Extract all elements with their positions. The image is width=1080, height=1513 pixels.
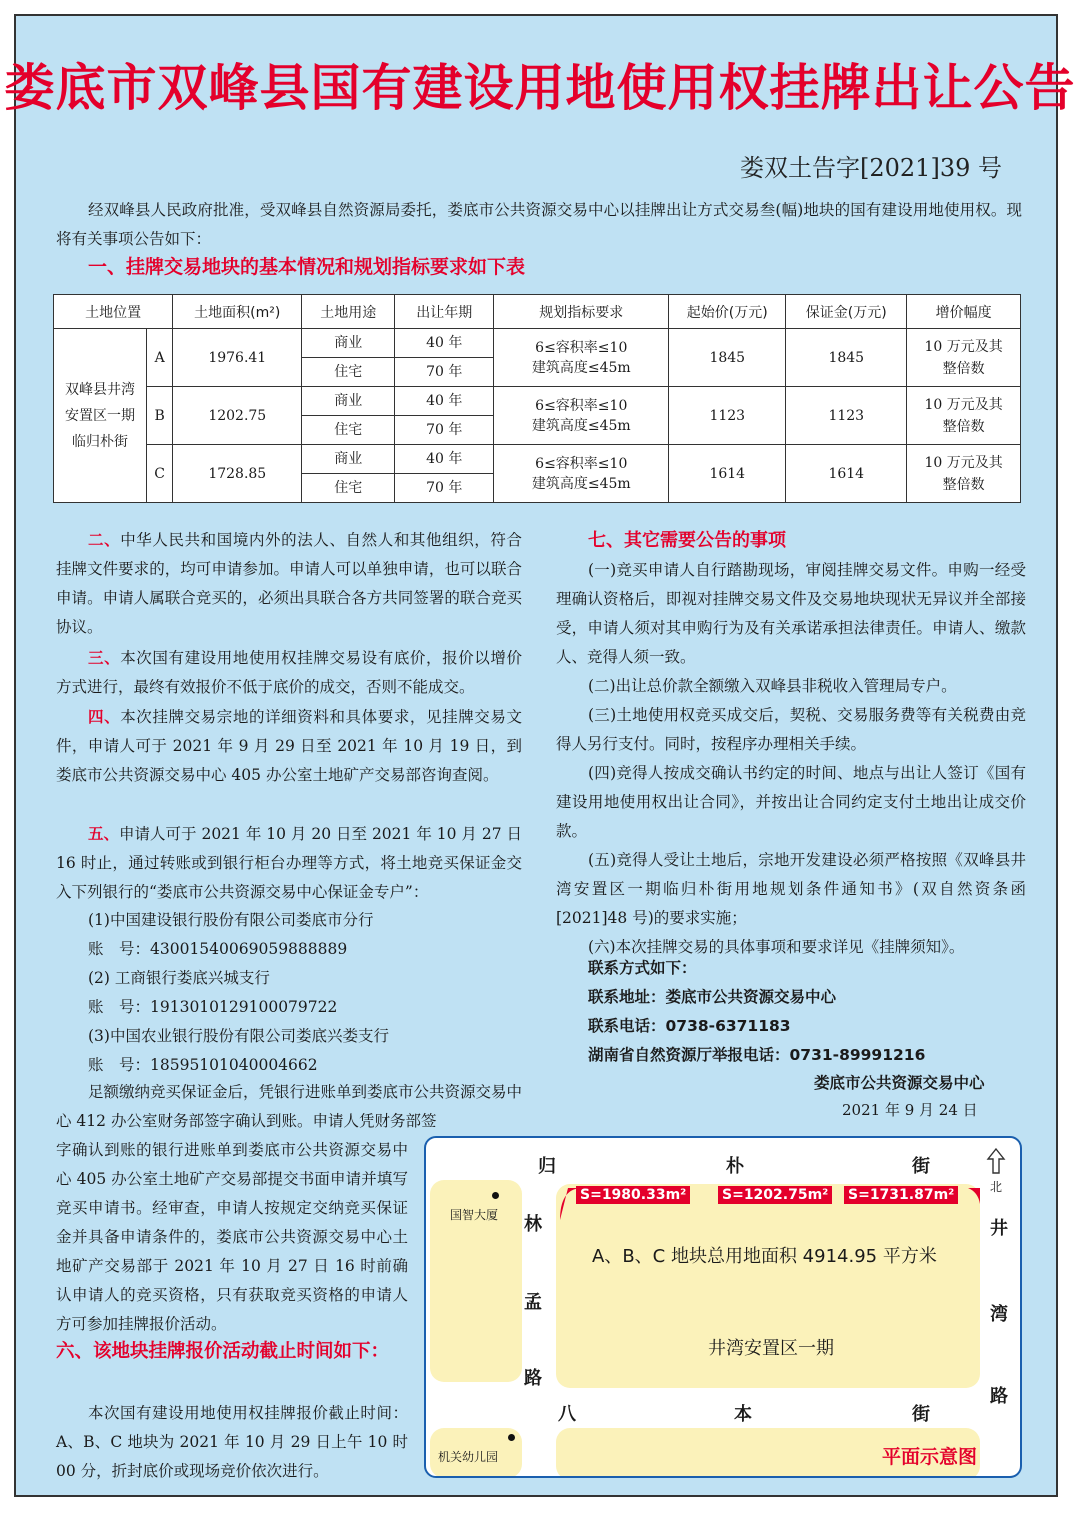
parcel-c-area: S=1731.87m² <box>844 1186 958 1204</box>
contact-phone: 联系电话：0738-6371183 <box>588 1017 791 1035</box>
street-left-2: 孟 <box>524 1292 542 1313</box>
section5-tail-b: 字确认到账的银行进账单到娄底市公共资源交易中心 405 办公室土地矿产交易部提交书面申请并填写竞买申请书。经审查，申请人按规定交纳竞买保证金并具备申请条件的，娄底市公共资源交易中心土地矿产交易部于 2021 年 10 月 27 日 16 时前确认申请人的竞买资格，只有获取竞买资格的申请人方可参加挂牌报价活动。 <box>56 1141 408 1333</box>
street-top-1: 归 <box>538 1156 556 1177</box>
col-deposit: 保证金(万元) <box>786 295 907 329</box>
plan-requirements <box>494 329 669 387</box>
building-label: 国智大厦 <box>450 1208 499 1222</box>
term-commercial: 40 年 <box>395 445 494 474</box>
list-item: (一)竞买申请人自行踏勘现场，审阅挂牌交易文件。申购一经受理确认资格后，即视对挂牌交易文件及交易地块现状无异议并全部接受，申请人须对其申购行为及有关承诺承担法律责任。申请人、缴款人、竞得人须一致。 <box>556 561 1026 666</box>
increment: 10 万元及其整倍数 <box>907 387 1021 445</box>
map-caption: 平面示意图 <box>882 1446 978 1468</box>
parcel-area: 1202.75 <box>173 387 302 445</box>
use-residential: 住宅 <box>302 416 395 445</box>
use-commercial: 商业 <box>302 387 395 416</box>
section2 <box>56 526 522 642</box>
section5-text: 申请人可于 2021 年 10 月 20 日至 2021 年 10 月 27 日 16 时止，通过转账或到银行柜台办理等方式，将土地竞买保证金交入下列银行的“娄底市公共资源交易中心保证金专户”： <box>56 825 522 901</box>
parcel-id: B <box>147 387 173 445</box>
bank-name: (3)中国农业银行股份有限公司娄底兴娄支行 <box>88 1027 389 1045</box>
use-residential: 住宅 <box>302 474 395 503</box>
section4 <box>56 703 522 790</box>
site-plan-map <box>424 1136 1022 1478</box>
col-start-price: 起始价(万元) <box>669 295 786 329</box>
section5-label: 五、 <box>88 825 120 843</box>
street-right-1: 井 <box>990 1218 1008 1239</box>
table-row <box>54 329 1021 358</box>
street-bottom-2: 本 <box>734 1404 752 1425</box>
section3-label: 三、 <box>88 649 121 667</box>
plan-requirements <box>494 387 669 445</box>
section1-title: 一、挂牌交易地块的基本情况和规划指标要求如下表 <box>88 256 526 278</box>
parcel-area: 1728.85 <box>173 445 302 503</box>
table-row <box>54 387 1021 416</box>
bank-name: (1)中国建设银行股份有限公司娄底市分行 <box>88 911 374 929</box>
use-residential: 住宅 <box>302 358 395 387</box>
deposit: 1845 <box>786 329 907 387</box>
section5 <box>56 820 522 907</box>
table-row <box>54 445 1021 474</box>
list-item: (三)土地使用权竞买成交后，契税、交易服务费等有关税费由竞得人另行支付。同时，按程序办理相关手续。 <box>556 706 1026 753</box>
table-header-row <box>54 295 1021 329</box>
intro-paragraph: 经双峰县人民政府批准，受双峰县自然资源局委托，娄底市公共资源交易中心以挂牌出让方式交易叁(幅)地块的国有建设用地使用权。现将有关事项公告如下： <box>56 201 1022 248</box>
start-price: 1845 <box>669 329 786 387</box>
parcel-c-corner <box>968 1188 980 1204</box>
section6-text: 本次国有建设用地使用权挂牌报价截止时间：A、B、C 地块为 2021 年 10 月 29 日上午 10 时 00 分，折封底价或现场竞价依次进行。 <box>56 1404 408 1480</box>
plan-height: 建筑高度≤45m <box>531 475 631 492</box>
total-area: A、B、C 地块总用地面积 4914.95 平方米 <box>592 1246 937 1267</box>
list-item: (五)竞得人受让土地后，宗地开发建设必须严格按照《双峰县井湾安置区一期临归朴街用地规划条件通知书》(双自然资条函[2021]48 号)的要求实施； <box>556 851 1026 927</box>
use-commercial: 商业 <box>302 445 395 474</box>
bank-1 <box>88 906 518 1080</box>
building-dot-icon <box>492 1192 499 1199</box>
contact-address: 联系地址：娄底市公共资源交易中心 <box>588 988 837 1006</box>
term-residential: 70 年 <box>395 474 494 503</box>
bank-name: (2) 工商银行娄底兴城支行 <box>88 969 270 987</box>
col-area: 土地面积(m²) <box>173 295 302 329</box>
bank-account: 账 号：1913010129100079722 <box>88 998 338 1016</box>
page-title: 娄底市双峰县国有建设用地使用权挂牌出让公告 <box>4 59 1076 117</box>
section5-tail-a: 足额缴纳竞买保证金后，凭银行进账单到娄底市公共资源交易中心 412 办公室财务部签字确认到账。申请人凭财务部签 <box>56 1083 523 1130</box>
section4-label: 四、 <box>88 708 121 726</box>
section7-title: 七、其它需要公告的事项 <box>588 530 786 551</box>
section3 <box>56 644 522 702</box>
area-name: 井湾安置区一期 <box>708 1338 834 1359</box>
term-commercial: 40 年 <box>395 329 494 358</box>
term-residential: 70 年 <box>395 416 494 445</box>
plan-far: 6≤容积率≤10 <box>535 339 628 356</box>
col-term: 出让年期 <box>395 295 494 329</box>
kindergarten-label: 机关幼儿园 <box>438 1450 499 1464</box>
section2-text: 中华人民共和国境内外的法人、自然人和其他组织，符合挂牌文件要求的，均可申请参加。申请人可以单独申请，也可以联合申请。申请人属联合竞买的，必须出具联合各方共同签署的联合竞买协议。 <box>56 531 522 636</box>
plan-far: 6≤容积率≤10 <box>535 397 628 414</box>
issue-date: 2021 年 9 月 24 日 <box>842 1101 978 1119</box>
increment: 10 万元及其整倍数 <box>907 329 1021 387</box>
plan-height: 建筑高度≤45m <box>531 417 631 434</box>
street-top-2: 朴 <box>726 1156 744 1177</box>
north-label: 北 <box>990 1180 1003 1194</box>
section4-text: 本次挂牌交易宗地的详细资料和具体要求，见挂牌交易文件，申请人可于 2021 年 9 月 29 日至 2021 年 10 月 19 日，到娄底市公共资源交易中心 405 办公室土地矿产交易部咨询查阅。 <box>56 708 522 784</box>
section2-label: 二、 <box>88 531 121 549</box>
list-item: (四)竞得人按成交确认书约定的时间、地点与出让人签订《国有建设用地使用权出让合同》，并按出让合同约定支付土地出让成交价款。 <box>556 764 1026 840</box>
issuer: 娄底市公共资源交易中心 <box>814 1074 985 1092</box>
north-arrow-icon <box>986 1148 1006 1174</box>
parcel-a-area: S=1980.33m² <box>576 1186 690 1204</box>
increment: 10 万元及其整倍数 <box>907 445 1021 503</box>
list-item: (六)本次挂牌交易的具体事项和要求详见《挂牌须知》。 <box>588 938 965 956</box>
col-plan: 规划指标要求 <box>494 295 669 329</box>
street-right-2: 湾 <box>990 1304 1008 1325</box>
location-cell: 双峰县井湾安置区一期临归朴街 <box>54 329 147 503</box>
plan-far: 6≤容积率≤10 <box>535 455 628 472</box>
section7-list <box>556 556 1026 962</box>
document-number: 娄双土告字[2021]39 号 <box>740 154 1002 182</box>
kindergarten-dot-icon <box>508 1434 515 1441</box>
report-phone: 湖南省自然资源厅举报电话：0731-89991216 <box>588 1046 926 1064</box>
street-right-3: 路 <box>990 1386 1008 1407</box>
street-bottom-3: 街 <box>912 1404 930 1425</box>
use-commercial: 商业 <box>302 329 395 358</box>
street-left-1: 林 <box>524 1214 542 1235</box>
term-commercial: 40 年 <box>395 387 494 416</box>
parcel-table <box>53 294 1021 503</box>
parcel-id: A <box>147 329 173 387</box>
deposit: 1123 <box>786 387 907 445</box>
parcel-area: 1976.41 <box>173 329 302 387</box>
section6-title: 六、该地块挂牌报价活动截止时间如下： <box>56 1341 390 1362</box>
list-item: (二)出让总价款全额缴入双峰县非税收入管理局专户。 <box>588 677 957 695</box>
start-price: 1614 <box>669 445 786 503</box>
start-price: 1123 <box>669 387 786 445</box>
contact-heading: 联系方式如下： <box>588 959 697 977</box>
street-top-3: 街 <box>912 1156 930 1177</box>
bank-account: 账 号：18595101040004662 <box>88 1056 318 1074</box>
street-bottom-1: 八 <box>558 1404 576 1425</box>
term-residential: 70 年 <box>395 358 494 387</box>
plan-height: 建筑高度≤45m <box>531 359 631 376</box>
col-use: 土地用途 <box>302 295 395 329</box>
bank-account: 账 号：43001540069059888889 <box>88 940 348 958</box>
parcel-id: C <box>147 445 173 503</box>
deposit: 1614 <box>786 445 907 503</box>
section3-text: 本次国有建设用地使用权挂牌交易设有底价，报价以增价方式进行，最终有效报价不低于底价的成交，否则不能成交。 <box>56 649 522 696</box>
col-increment: 增价幅度 <box>907 295 1021 329</box>
parcel-b-area: S=1202.75m² <box>718 1186 832 1204</box>
street-left-3: 路 <box>524 1368 542 1389</box>
col-location: 土地位置 <box>54 295 173 329</box>
plan-requirements <box>494 445 669 503</box>
